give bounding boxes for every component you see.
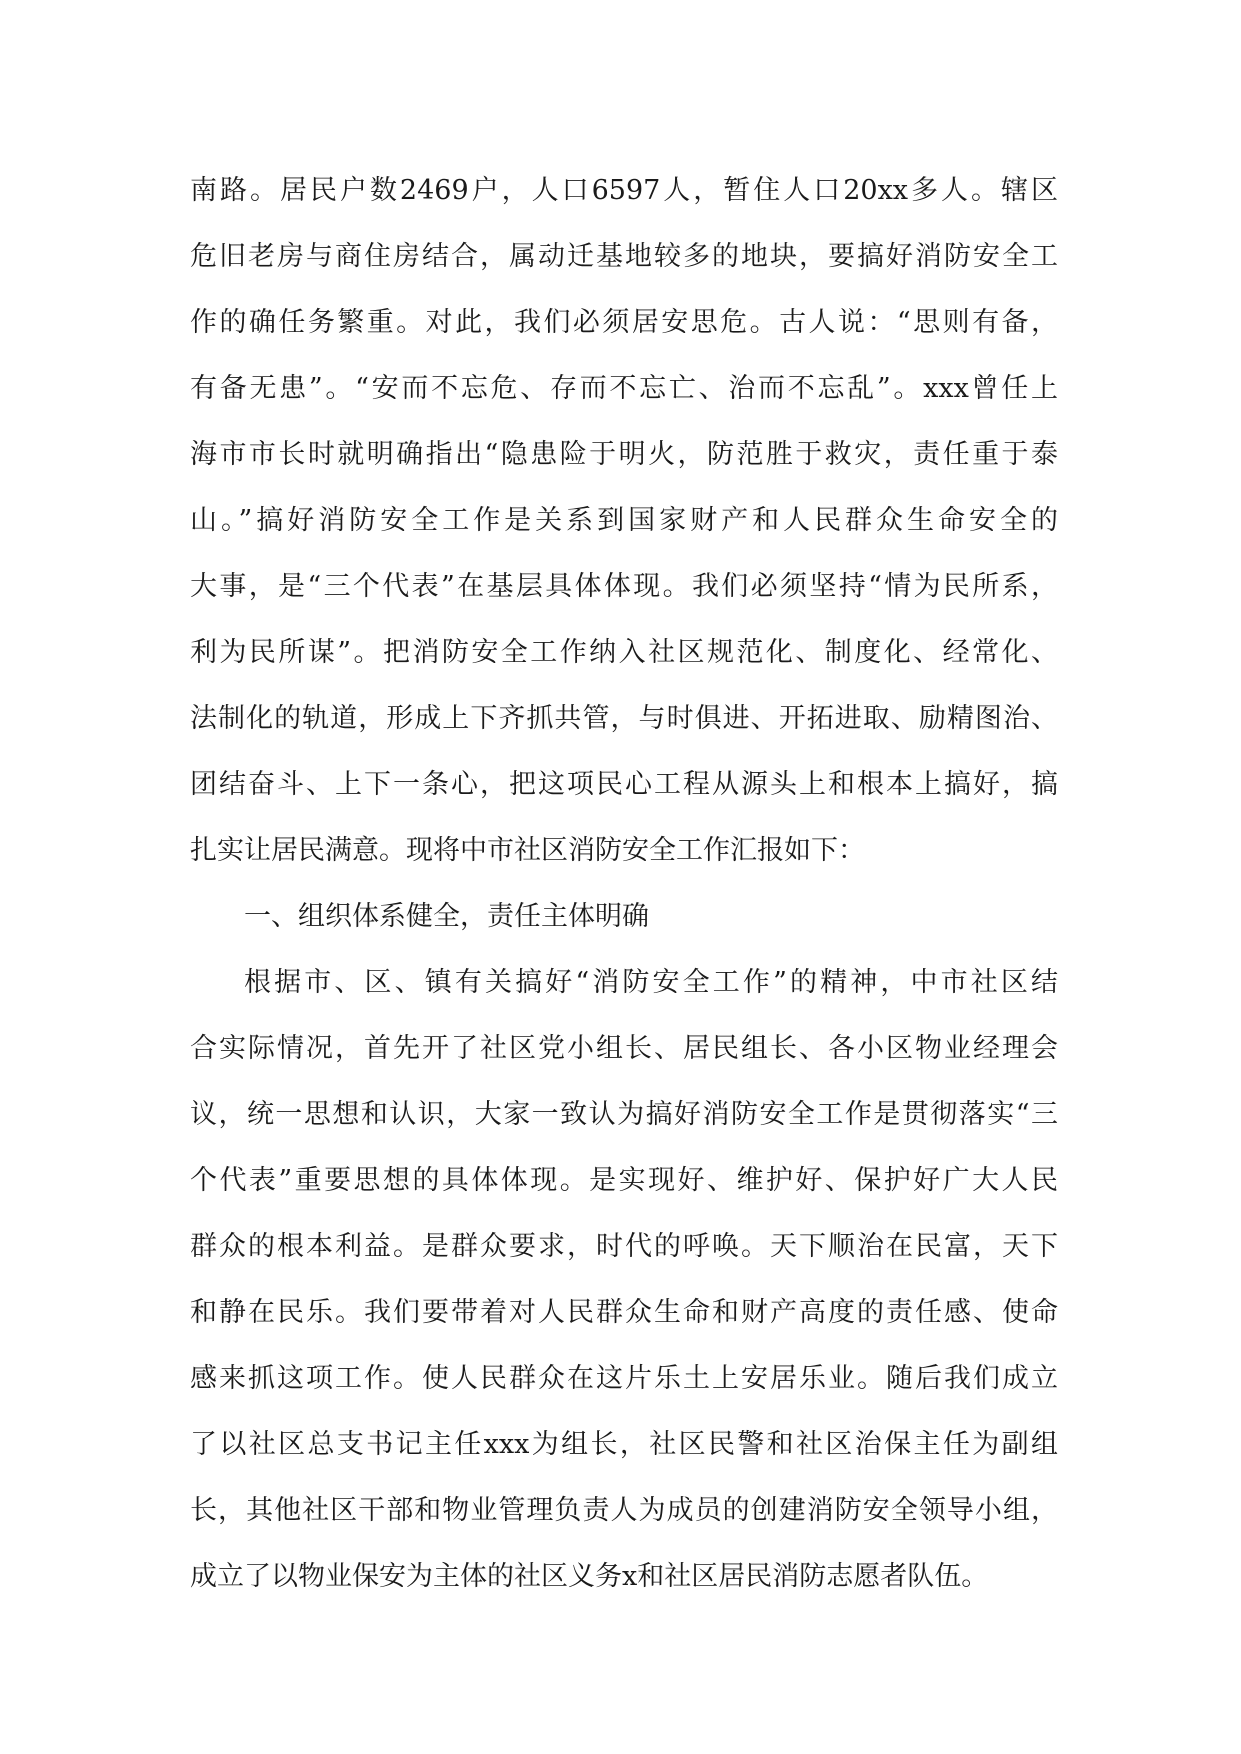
text-line: 利为民所谋”。把消防安全工作纳入社区规范化、制度化、经常化、 [190,637,1058,668]
text-line: 感来抓这项工作。使人民群众在这片乐土上安居乐业。随后我们成立 [190,1363,1058,1394]
section-heading: 一、组织体系健全，责任主体明确 [244,901,649,932]
text-line: 山。”搞好消防安全工作是关系到国家财产和人民群众生命安全的 [190,505,1058,536]
text-line: 危旧老房与商住房结合，属动迁基地较多的地块，要搞好消防安全工 [190,241,1058,272]
text-line: 有备无患”。“安而不忘危、存而不忘亡、治而不忘乱”。xxx曾任上 [190,373,1058,404]
text-line: 成立了以物业保安为主体的社区义务x和社区居民消防志愿者队伍。 [190,1561,989,1592]
document-body [190,158,1058,1610]
text-line: 团结奋斗、上下一条心，把这项民心工程从源头上和根本上搞好，搞 [190,769,1058,800]
text-line: 群众的根本利益。是群众要求，时代的呼唤。天下顺治在民富，天下 [190,1231,1058,1262]
text-line: 法制化的轨道，形成上下齐抓共管，与时俱进、开拓进取、励精图治、 [190,703,1058,734]
text-line: 合实际情况，首先开了社区党小组长、居民组长、各小区物业经理会 [190,1033,1058,1064]
text-line: 了以社区总支书记主任xxx为组长，社区民警和社区治保主任为副组 [190,1429,1058,1460]
text-line: 个代表”重要思想的具体体现。是实现好、维护好、保护好广大人民 [190,1165,1058,1196]
text-line: 长，其他社区干部和物业管理负责人为成员的创建消防安全领导小组， [190,1495,1058,1526]
text-line: 海市市长时就明确指出“隐患险于明火，防范胜于救灾，责任重于泰 [190,439,1058,470]
text-line: 根据市、区、镇有关搞好“消防安全工作”的精神，中市社区结 [244,967,1058,998]
text-line: 和静在民乐。我们要带着对人民群众生命和财产高度的责任感、使命 [190,1297,1058,1328]
text-line: 大事，是“三个代表”在基层具体体现。我们必须坚持“情为民所系， [190,571,1058,602]
text-line: 南路。居民户数2469户，人口6597人，暂住人口20xx多人。辖区 [190,175,1058,206]
text-line: 议，统一思想和认识，大家一致认为搞好消防安全工作是贯彻落实“三 [190,1099,1058,1130]
text-line: 作的确任务繁重。对此，我们必须居安思危。古人说：“思则有备， [190,307,1058,338]
text-line: 扎实让居民满意。现将中市社区消防安全工作汇报如下： [190,835,865,866]
